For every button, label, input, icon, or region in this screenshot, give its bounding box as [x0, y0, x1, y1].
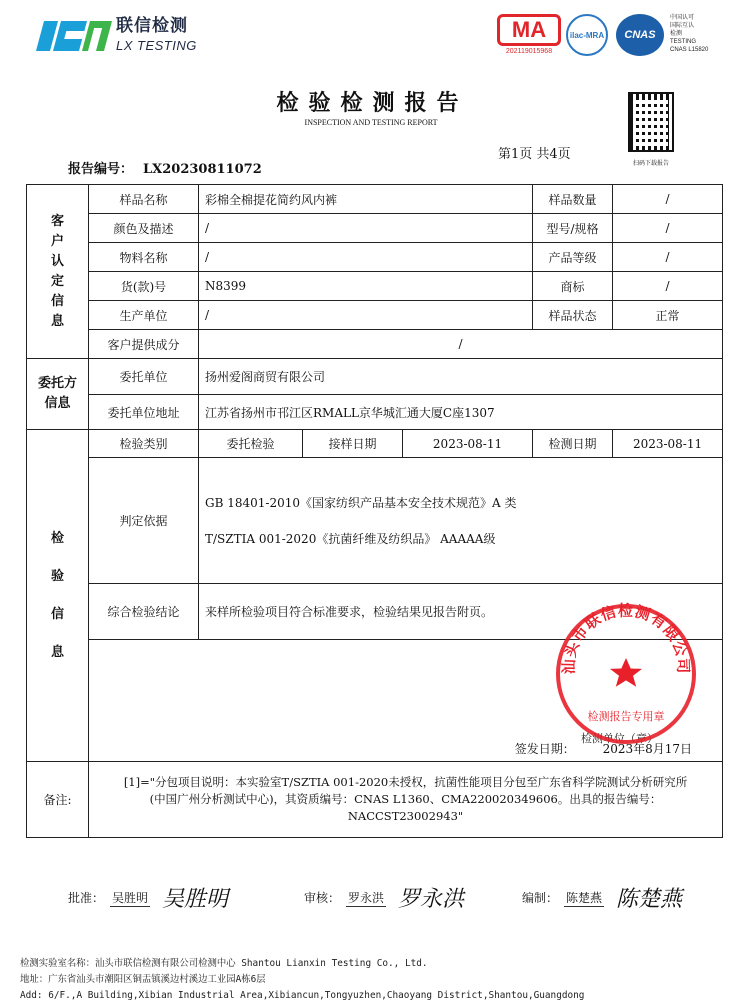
logo-name-cn: 联信检测	[116, 16, 188, 36]
issue-date-value: 2023年8月17日	[602, 741, 693, 756]
ilac-mra-icon: ilac-MRA	[566, 14, 608, 56]
compiler	[522, 882, 682, 913]
stamp-unit-label: 检测单位（章）	[581, 732, 659, 745]
field-label: 货(款)号	[89, 272, 199, 301]
client-unit-value: 扬州爱阁商贸有限公司	[199, 359, 723, 395]
field-label: 委托单位地址	[89, 395, 199, 430]
composition-value: /	[199, 330, 723, 359]
judgement-basis	[199, 458, 723, 584]
sample-quantity-value: /	[613, 185, 723, 214]
field-label: 样品状态	[533, 301, 613, 330]
approve-name: 吴胜明	[112, 890, 149, 905]
color-value: /	[199, 214, 533, 243]
trademark-value: /	[613, 272, 723, 301]
logo-name-en: LX TESTING	[116, 38, 197, 53]
model-value: /	[613, 214, 723, 243]
field-label: 物料名称	[89, 243, 199, 272]
basis-line: T/SZTIA 001-2020《抗菌纤维及纺织品》 AAAAA级	[205, 531, 496, 546]
field-label: 颜色及描述	[89, 214, 199, 243]
remarks-label: 备注:	[27, 762, 89, 838]
grade-value: /	[613, 243, 723, 272]
cnas-icon: CNAS	[616, 14, 664, 56]
field-label: 接样日期	[303, 430, 403, 458]
review-label: 审核：	[304, 891, 341, 905]
field-label: 检测日期	[533, 430, 613, 458]
stamp-sub-text: 检测报告专用章	[587, 710, 665, 723]
test-date-value: 2023-08-11	[613, 430, 723, 458]
review-signature: 罗永洪	[398, 887, 465, 912]
remarks-line: (中国广州分析测试中心)，其资质编号：CNAS L1360、CMA220020349606。出具的报告编号：	[149, 792, 662, 806]
inspection-section-title: 检 验 信 息	[27, 430, 89, 762]
field-label: 检验类别	[89, 430, 199, 458]
remarks-content	[89, 762, 723, 838]
remarks-line: NACCST23002943"	[347, 809, 464, 823]
stamp-star-icon	[610, 658, 642, 687]
report-subtitle: INSPECTION AND TESTING REPORT	[304, 118, 438, 127]
page-info: 第1页 共4页	[498, 147, 571, 162]
review-name: 罗永洪	[348, 890, 385, 905]
field-label: 客户提供成分	[89, 330, 199, 359]
reviewer	[304, 882, 464, 913]
issue-date-label: 签发日期：	[514, 741, 575, 756]
report-number-value: LX20230811072	[143, 162, 262, 177]
receive-date-value: 2023-08-11	[403, 430, 533, 458]
report-title: 检验检测报告	[276, 90, 469, 116]
compile-signature: 陈楚燕	[616, 887, 683, 912]
footer-address-en: Add: 6/F.,A Building,Xibian Industrial Area,Xibiancun,Tongyuzhen,Chaoyang District,Shantou,Guangdong	[20, 990, 585, 1000]
report-number-label: 报告编号：	[68, 162, 134, 177]
qr-code[interactable]	[628, 92, 674, 167]
qr-caption: 扫码下载报告	[632, 160, 669, 167]
approve-label: 批准：	[68, 891, 105, 905]
compile-name: 陈楚燕	[566, 890, 603, 905]
field-label: 型号/规格	[533, 214, 613, 243]
remarks-line: [1]="分包项目说明：本实验室T/SZTIA 001-2020未授权，抗菌性能项目分包至广东省科学院测试分析研究所	[123, 775, 688, 789]
approve-signature: 吴胜明	[162, 887, 229, 912]
footer	[20, 956, 584, 1000]
sample-status-value: 正常	[613, 301, 723, 330]
report-number	[68, 158, 262, 177]
logo-mark-icon	[40, 19, 108, 51]
cma-certification-icon: MA 202119015968	[497, 14, 561, 58]
field-label: 样品名称	[89, 185, 199, 214]
client-section-title: 委托方信息	[27, 359, 89, 430]
field-label: 判定依据	[89, 458, 199, 584]
field-label: 商标	[533, 272, 613, 301]
field-label: 综合检验结论	[89, 584, 199, 640]
client-address-value: 江苏省扬州市邗江区RMALL京华城汇通大厦C座1307	[199, 395, 723, 430]
compile-label: 编制：	[522, 891, 559, 905]
manufacturer-value: /	[199, 301, 533, 330]
basis-line: GB 18401-2010《国家纺织产品基本安全技术规范》A 类	[205, 495, 517, 510]
footer-address-cn: 地址：广东省汕头市潮阳区铜盂镇溪边村溪边工业园A栋6层	[20, 974, 266, 985]
stamp-arc-text: 汕头市联信检测有限公司	[559, 602, 693, 675]
cnas-text: 中国认可 国际互认 检测 TESTING CNAS L15820	[670, 15, 709, 53]
inspection-type-value: 委托检验	[199, 430, 303, 458]
customer-section-title: 客 户 认 定 信 息	[27, 185, 89, 359]
company-logo	[40, 18, 197, 52]
field-label: 样品数量	[533, 185, 613, 214]
style-number-value: N8399	[199, 272, 533, 301]
sample-name-value: 彩棉全棉提花简约风内裤	[199, 185, 533, 214]
field-label: 委托单位	[89, 359, 199, 395]
field-label: 产品等级	[533, 243, 613, 272]
field-label: 生产单位	[89, 301, 199, 330]
official-stamp	[554, 602, 698, 746]
approver	[68, 882, 228, 913]
conclusion-value: 来样所检验项目符合标准要求，检验结果见报告附页。	[199, 584, 723, 640]
qr-code-icon[interactable]	[628, 92, 674, 152]
footer-lab-name: 检测实验室名称：汕头市联信检测有限公司检测中心 Shantou Lianxin Testing Co., Ltd.	[20, 958, 428, 969]
cma-number: 202119015968	[505, 48, 553, 55]
material-value: /	[199, 243, 533, 272]
